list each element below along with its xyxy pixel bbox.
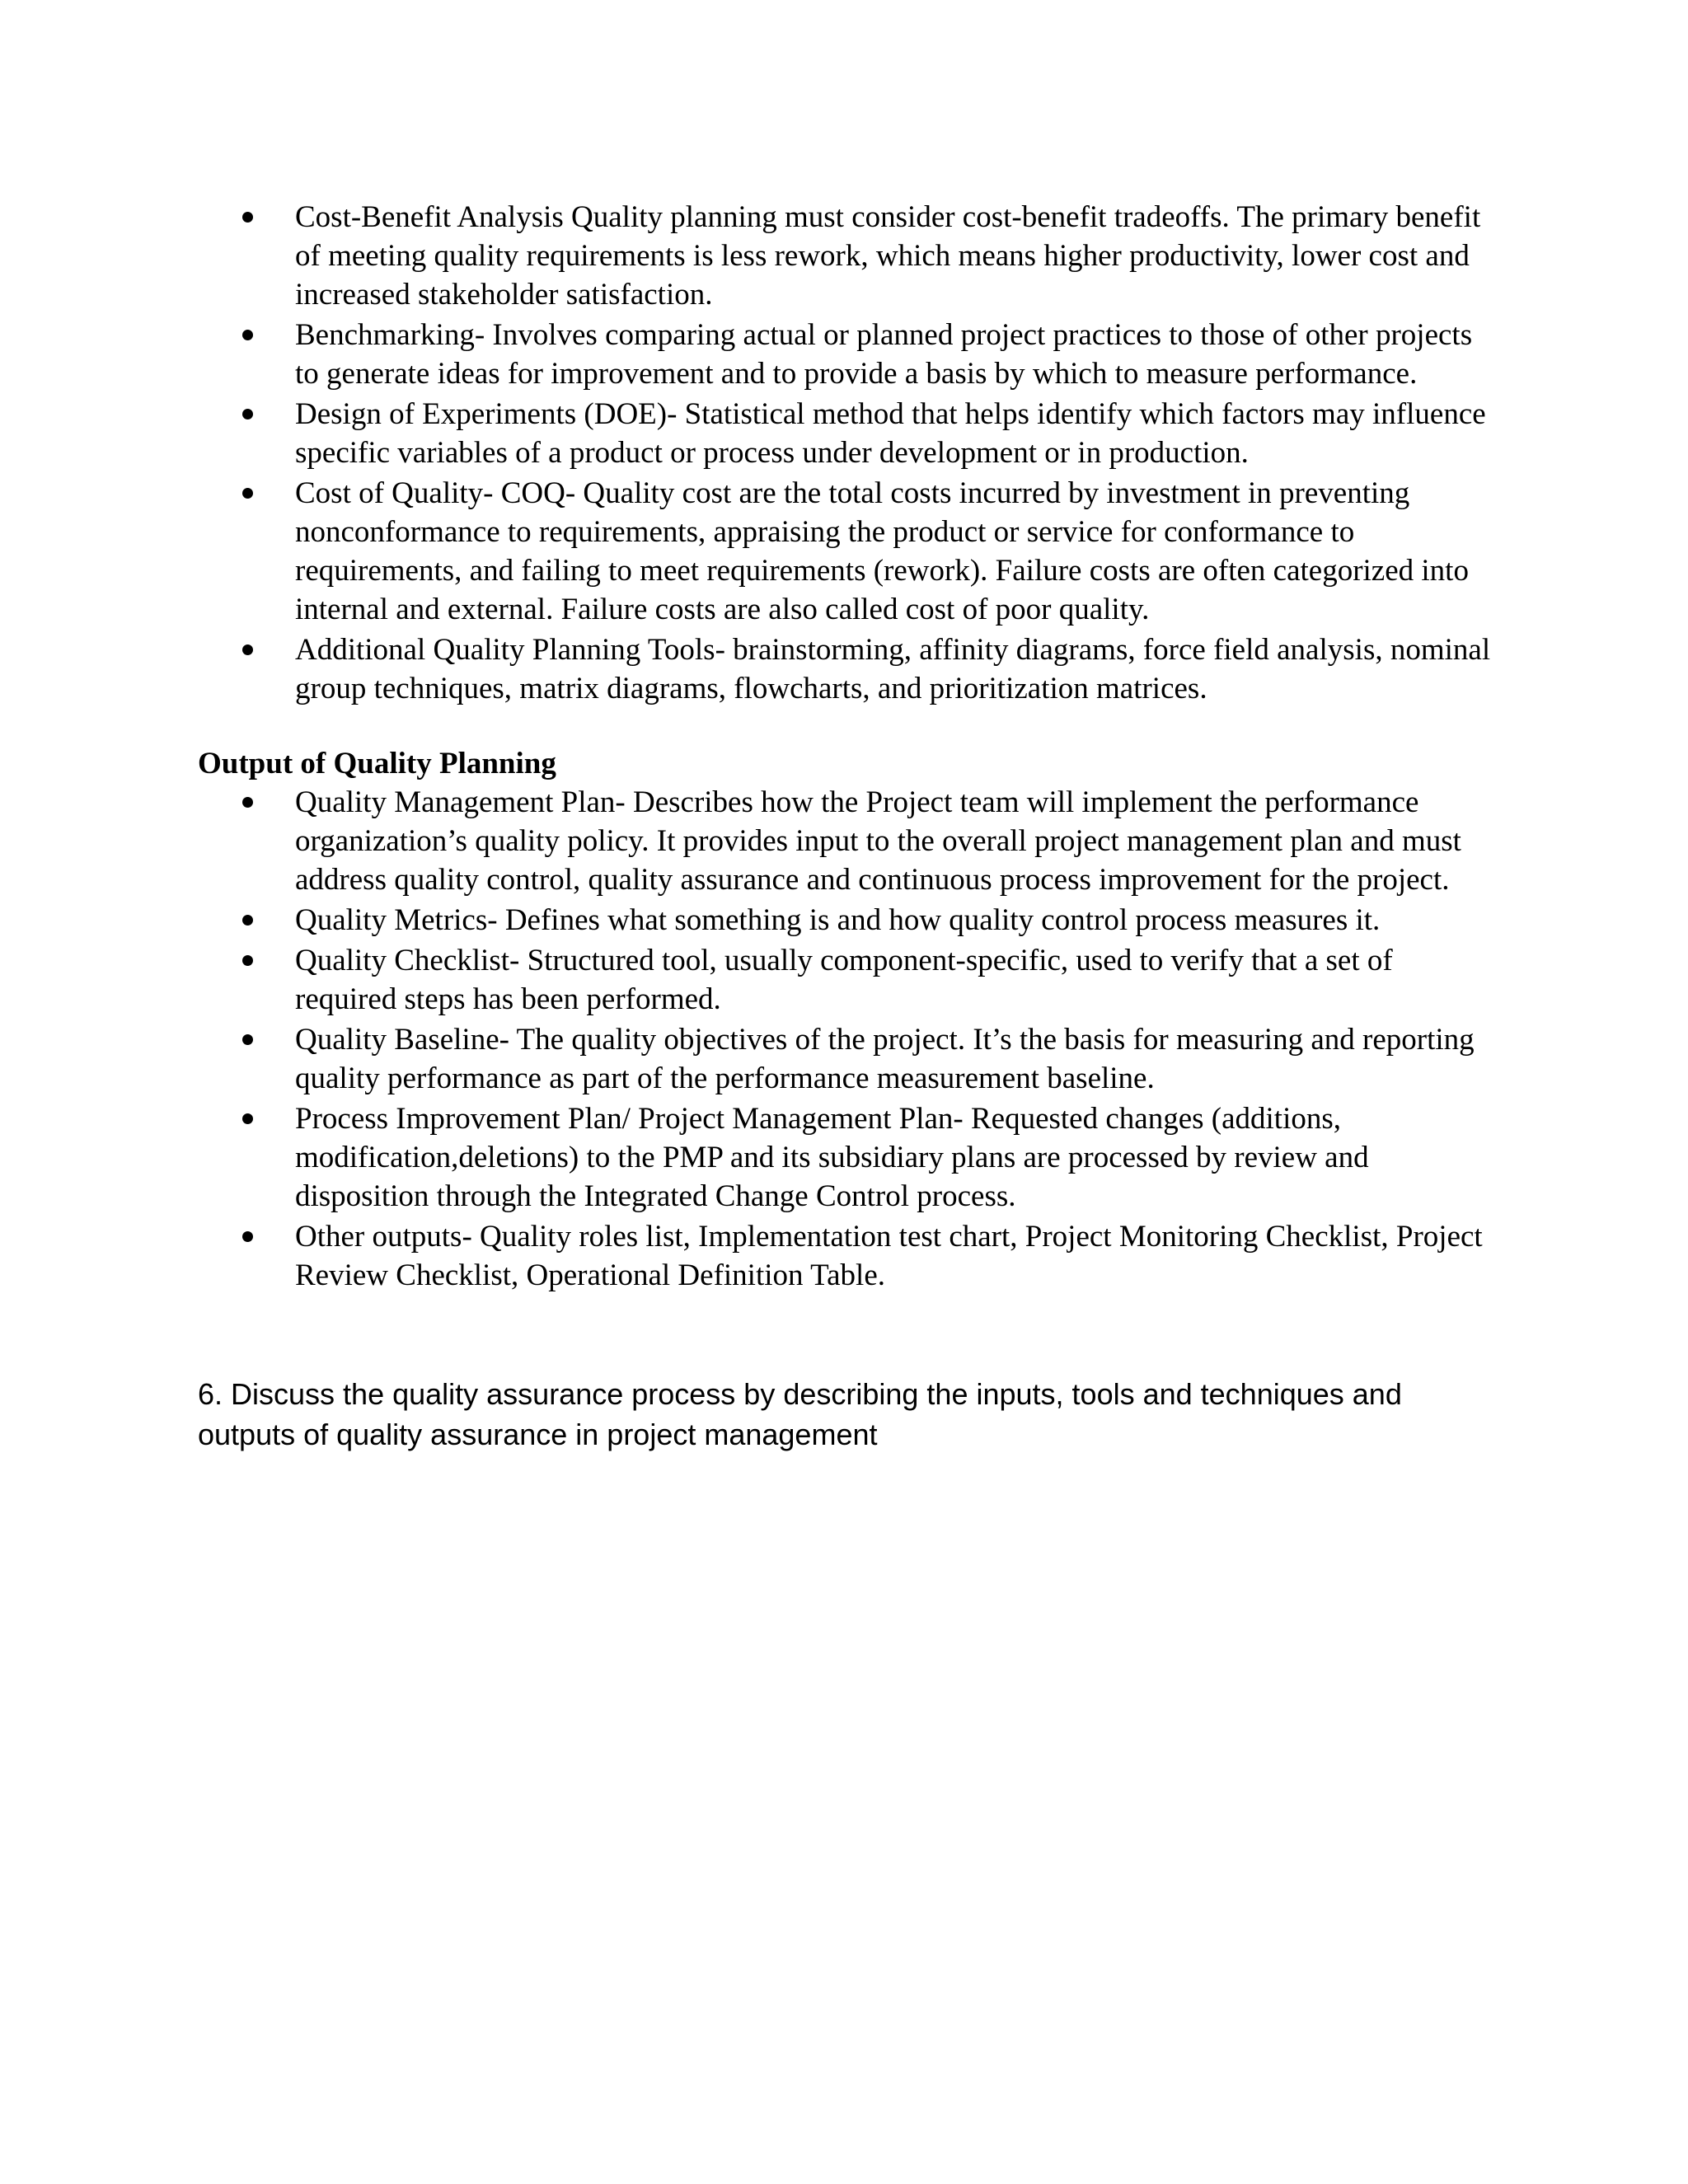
list-item-quality-metrics: Quality Metrics- Defines what something is and how quality control process measures it. [295,901,1500,940]
list-item-other-outputs: Other outputs- Quality roles list, Implementation test chart, Project Monitoring Checklist, Project Review Checklist, Operational Definition Table. [295,1217,1500,1295]
list-item-quality-management-plan: Quality Management Plan- Describes how the Project team will implement the performance organization’s quality policy. It provides input to the overall project management plan and must address quality control, quality assurance and continuous process improvement for the project. [295,783,1500,899]
list-item-design-of-experiments: Design of Experiments (DOE)- Statistical method that helps identify which factors may influence specific variables of a product or process under development or in production. [295,395,1500,472]
list-item-additional-tools: Additional Quality Planning Tools- brainstorming, affinity diagrams, force field analysis, nominal group techniques, matrix diagrams, flowcharts, and prioritization matrices. [295,630,1500,708]
planning-tools-list [198,198,1500,708]
output-list [198,783,1500,1295]
list-item-process-improvement-plan: Process Improvement Plan/ Project Management Plan- Requested changes (additions, modification,deletions) to the PMP and its subsidiary plans are processed by review and disposition through the Integrated Change Control process. [295,1099,1500,1216]
list-item-cost-benefit: Cost-Benefit Analysis Quality planning must consider cost-benefit tradeoffs. The primary benefit of meeting quality requirements is less rework, which means higher productivity, lower cost and increased stakeholder satisfaction. [295,198,1500,314]
list-item-cost-of-quality: Cost of Quality- COQ- Quality cost are the total costs incurred by investment in preventing nonconformance to requirements, appraising the product or service for conformance to requirements, and failing to meet requirements (rework). Failure costs are often categorized into internal and external. Failure costs are also called cost of poor quality. [295,474,1500,629]
page-content [198,198,1500,1455]
list-item-quality-checklist: Quality Checklist- Structured tool, usually component-specific, used to verify that a set of required steps has been performed. [295,941,1500,1019]
list-item-benchmarking: Benchmarking- Involves comparing actual or planned project practices to those of other projects to generate ideas for improvement and to provide a basis by which to measure performance. [295,316,1500,393]
output-section-heading: Output of Quality Planning [198,747,556,780]
list-item-quality-baseline: Quality Baseline- The quality objectives of the project. It’s the basis for measuring and reporting quality performance as part of the performance measurement baseline. [295,1020,1500,1098]
question-text: 6. Discuss the quality assurance process by describing the inputs, tools and techniques and outputs of quality assurance in project management [198,1377,1402,1451]
